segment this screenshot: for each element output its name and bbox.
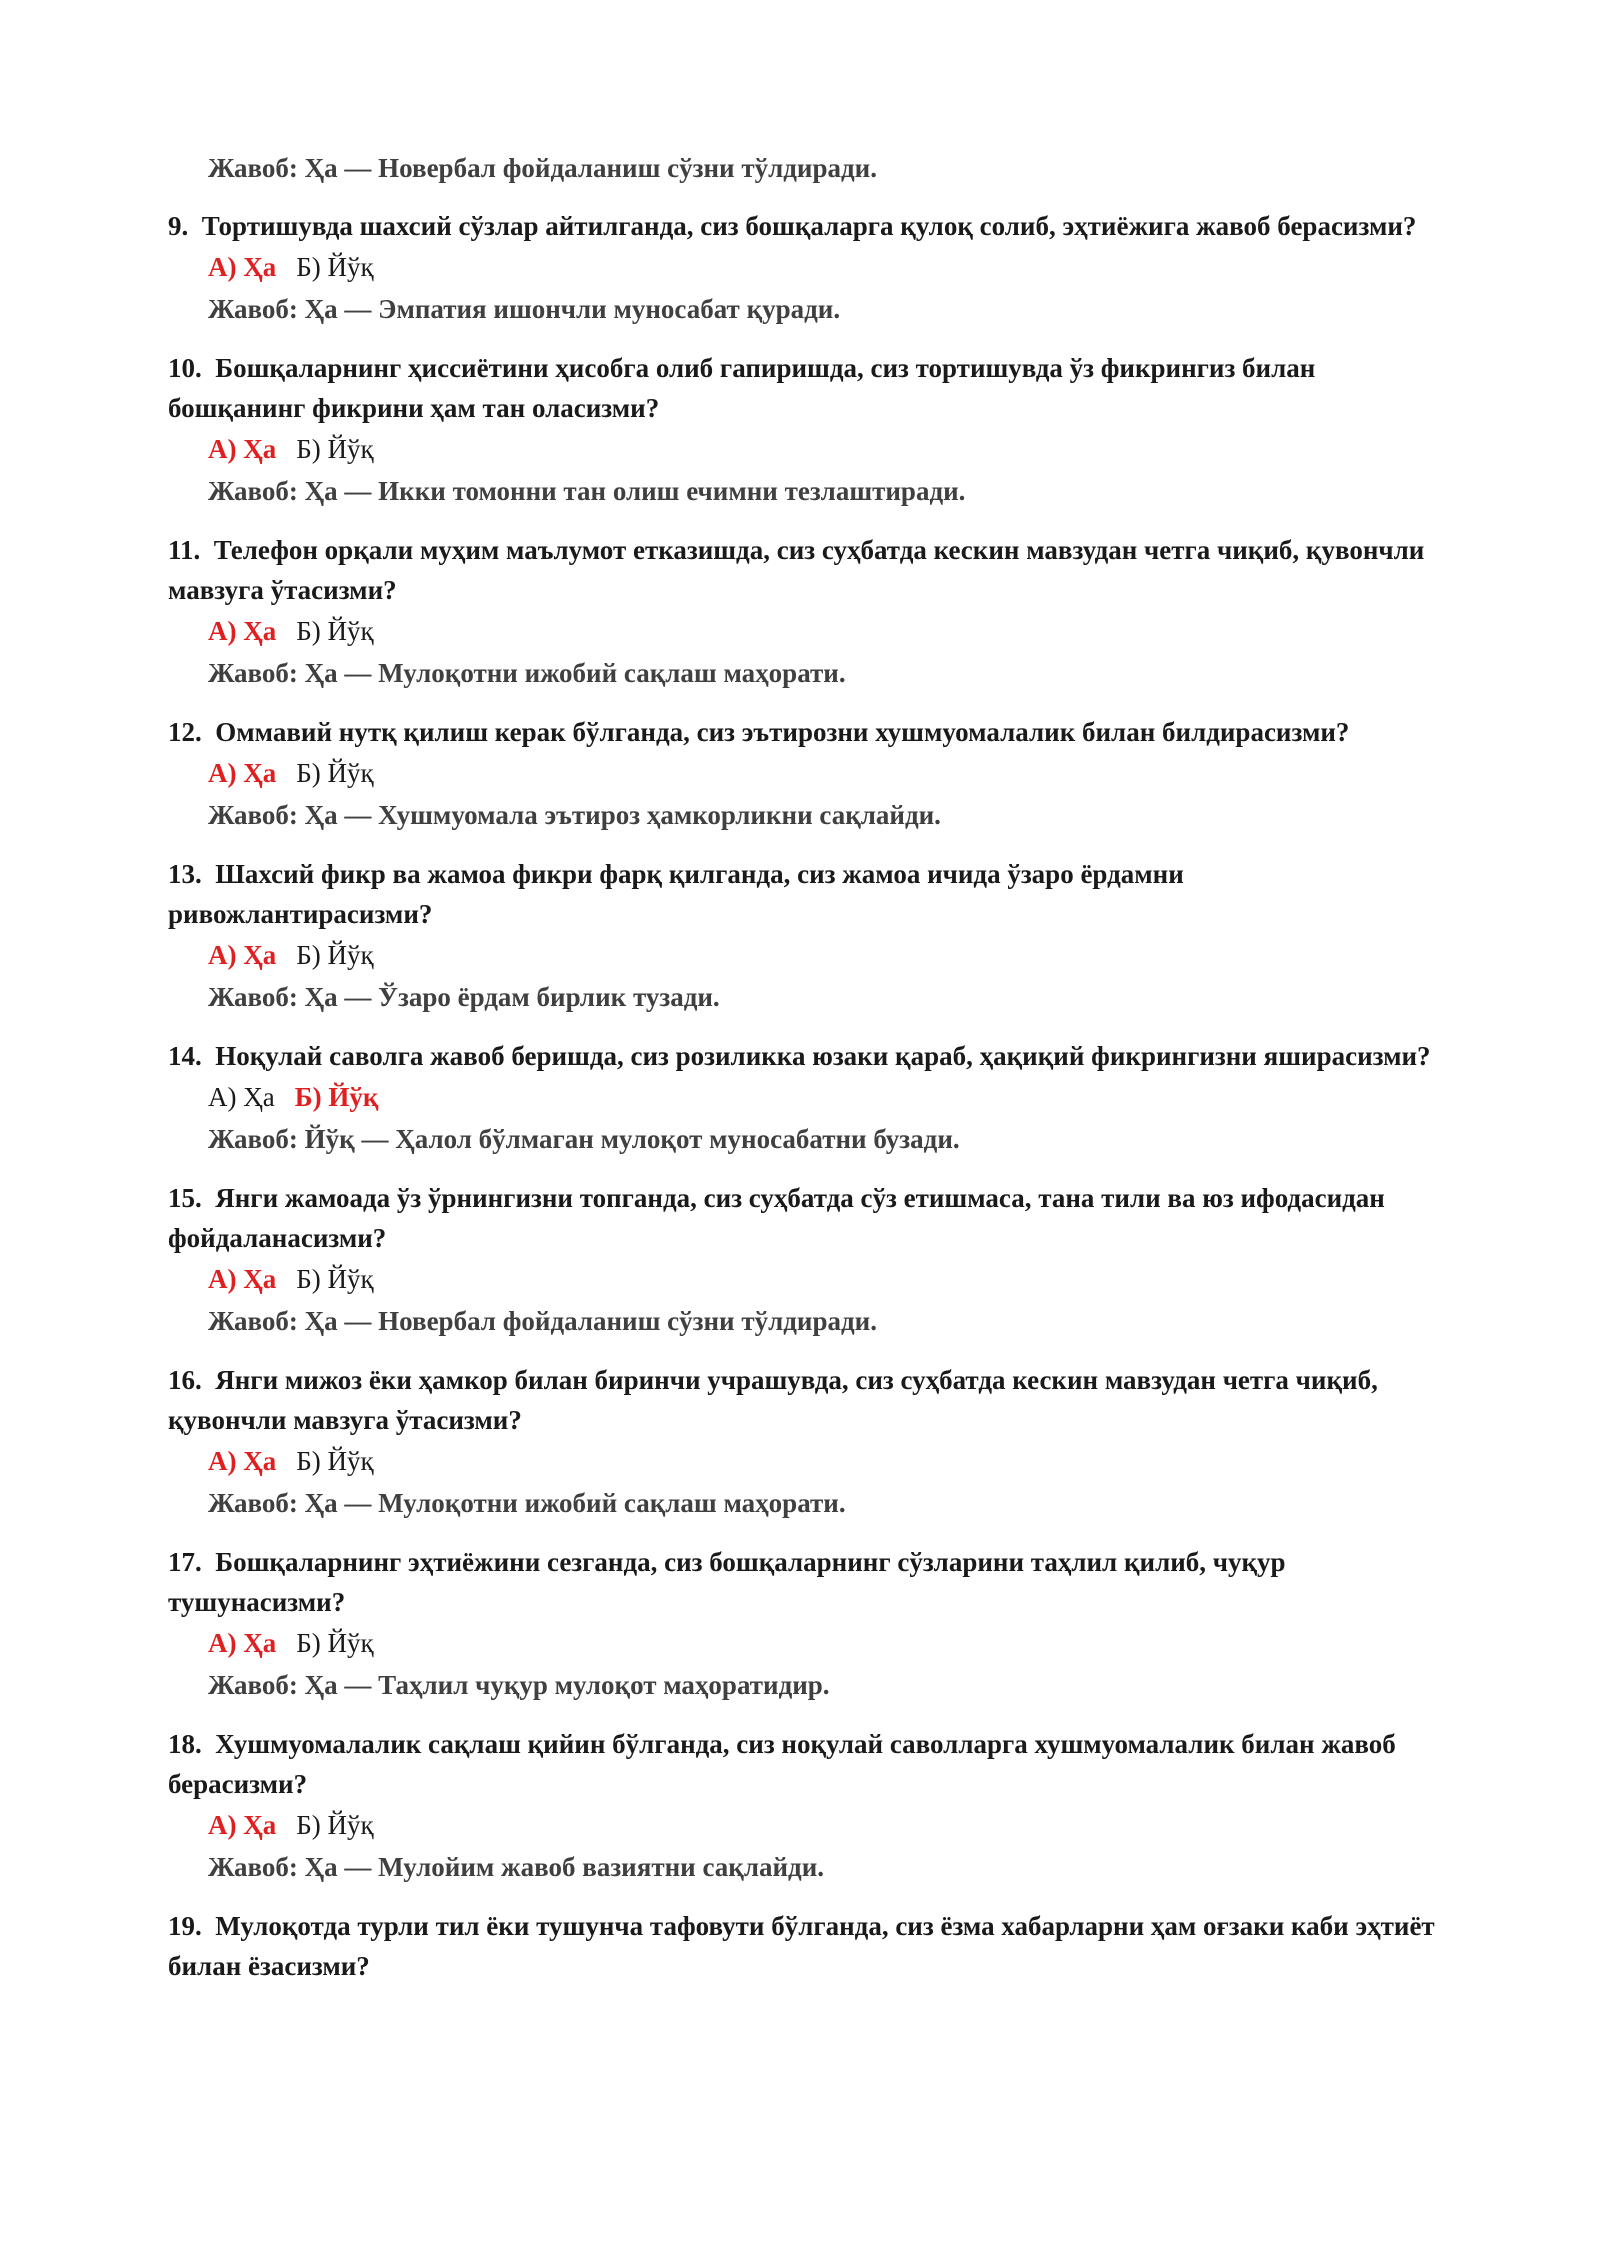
- option-b: Б) Йўқ: [296, 1628, 374, 1658]
- answer-options: [208, 610, 1448, 652]
- question-text: [168, 1036, 1448, 1076]
- option-a: А) Ҳа: [208, 1628, 277, 1658]
- answer-options: [208, 428, 1448, 470]
- answer-line: Жавоб: Ҳа — Новербал фойдаланиш сўзни тўлдиради.: [208, 1306, 877, 1336]
- option-a: А) Ҳа: [208, 1810, 277, 1840]
- question-body: Бошқаларнинг эҳтиёжини сезганда, сиз бошқаларнинг сўзларини таҳлил қилиб, чуқур тушунасизми?: [168, 1547, 1286, 1617]
- question-item: [168, 1360, 1448, 1524]
- question-item: [168, 1724, 1448, 1888]
- answer-options: [208, 246, 1448, 288]
- question-item: [168, 1036, 1448, 1160]
- question-body: Телефон орқали муҳим маълумот етказишда, сиз суҳбатда кескин мавзудан четга чиқиб, қувончли мавзуга ўтасизми?: [168, 535, 1425, 605]
- answer-options: [208, 752, 1448, 794]
- option-a: А) Ҳа: [208, 252, 277, 282]
- answer-line: Жавоб: Ҳа — Эмпатия ишончли муносабат қуради.: [208, 294, 841, 324]
- question-number: 15.: [168, 1183, 202, 1213]
- question-item: [168, 1178, 1448, 1342]
- question-item: [168, 206, 1448, 330]
- option-a: А) Ҳа: [208, 758, 277, 788]
- question-text: [168, 1360, 1448, 1440]
- page-content: [168, 148, 1448, 1986]
- answer-options: [208, 1804, 1448, 1846]
- answer-line: Жавоб: Ҳа — Мулойим жавоб вазиятни сақлайди.: [208, 1852, 825, 1882]
- question-number: 14.: [168, 1041, 202, 1071]
- answer-options: [208, 934, 1448, 976]
- option-a: А) Ҳа: [208, 1264, 277, 1294]
- question-body: Оммавий нутқ қилиш керак бўлганда, сиз эътирозни хушмуомалалик билан билдирасизми?: [215, 717, 1350, 747]
- answer-line: Жавоб: Ҳа — Новербал фойдаланиш сўзни тўлдиради.: [208, 153, 877, 183]
- question-text: [168, 348, 1448, 428]
- question-body: Мулоқотда турли тил ёки тушунча тафовути бўлганда, сиз ёзма хабарларни ҳам оғзаки каби эҳтиёт билан ёзасизми?: [168, 1911, 1435, 1981]
- question-text: [168, 206, 1448, 246]
- question-number: 13.: [168, 859, 202, 889]
- option-a: А) Ҳа: [208, 1446, 277, 1476]
- question-item: [168, 1542, 1448, 1706]
- answer-options: [208, 1258, 1448, 1300]
- question-body: Янги мижоз ёки ҳамкор билан биринчи учрашувда, сиз суҳбатда кескин мавзудан четга чиқиб, қувончли мавзуга ўтасизми?: [168, 1365, 1378, 1435]
- option-b: Б) Йўқ: [296, 616, 374, 646]
- option-a: А) Ҳа: [208, 940, 277, 970]
- answer-options: [208, 1076, 1448, 1118]
- question-number: 12.: [168, 717, 202, 747]
- option-b: Б) Йўқ: [294, 1082, 379, 1112]
- question-number: 17.: [168, 1547, 202, 1577]
- question-body: Янги жамоада ўз ўрнингизни топганда, сиз суҳбатда сўз етишмаса, тана тили ва юз ифодасидан фойдаланасизми?: [168, 1183, 1385, 1253]
- question-body: Хушмуомалалик сақлаш қийин бўлганда, сиз ноқулай саволларга хушмуомалалик билан жавоб берасизми?: [168, 1729, 1396, 1799]
- option-a: А) Ҳа: [208, 1082, 275, 1112]
- question-body: Ноқулай саволга жавоб беришда, сиз розиликка юзаки қараб, ҳақиқий фикрингизни яширасизми?: [215, 1041, 1431, 1071]
- option-b: Б) Йўқ: [296, 940, 374, 970]
- option-b: Б) Йўқ: [296, 434, 374, 464]
- answer-line: Жавоб: Ҳа — Хушмуомала эътироз ҳамкорликни сақлайди.: [208, 800, 941, 830]
- question-text: [168, 712, 1448, 752]
- answer-line: Жавоб: Ҳа — Таҳлил чуқур мулоқот маҳоратидир.: [208, 1670, 830, 1700]
- question-text: [168, 1542, 1448, 1622]
- option-b: Б) Йўқ: [296, 1264, 374, 1294]
- question-body: Бошқаларнинг ҳиссиётини ҳисобга олиб гапиришда, сиз тортишувда ўз фикрингиз билан бошқанинг фикрини ҳам тан оласизми?: [168, 353, 1316, 423]
- answer-line: Жавоб: Ҳа — Ўзаро ёрдам бирлик тузади.: [208, 982, 720, 1012]
- option-b: Б) Йўқ: [296, 1810, 374, 1840]
- answer-line: Жавоб: Ҳа — Мулоқотни ижобий сақлаш маҳорати.: [208, 1488, 846, 1518]
- question-list: [168, 206, 1448, 1986]
- answer-line: Жавоб: Ҳа — Икки томонни тан олиш ечимни тезлаштиради.: [208, 476, 966, 506]
- question-number: 16.: [168, 1365, 202, 1395]
- answer-line: Жавоб: Йўқ — Ҳалол бўлмаган мулоқот муносабатни бузади.: [208, 1124, 960, 1154]
- question-item: [168, 530, 1448, 694]
- question-text: [168, 854, 1448, 934]
- question-number: 18.: [168, 1729, 202, 1759]
- question-item: [168, 348, 1448, 512]
- option-b: Б) Йўқ: [296, 252, 374, 282]
- question-number: 10.: [168, 353, 202, 383]
- option-b: Б) Йўқ: [296, 1446, 374, 1476]
- question-item: [168, 854, 1448, 1018]
- option-b: Б) Йўқ: [296, 758, 374, 788]
- question-item: [168, 712, 1448, 836]
- question-number: 19.: [168, 1911, 202, 1941]
- question-body: Шахсий фикр ва жамоа фикри фарқ қилганда, сиз жамоа ичида ўзаро ёрдамни ривожлантирасизми?: [168, 859, 1184, 929]
- question-number: 11.: [168, 535, 201, 565]
- answer-line: Жавоб: Ҳа — Мулоқотни ижобий сақлаш маҳорати.: [208, 658, 846, 688]
- question-body: Тортишувда шахсий сўзлар айтилганда, сиз бошқаларга қулоқ солиб, эҳтиёжига жавоб берасизми?: [201, 211, 1417, 241]
- question-text: [168, 1906, 1448, 1986]
- answer-options: [208, 1440, 1448, 1482]
- question-text: [168, 1178, 1448, 1258]
- question-item: [168, 1906, 1448, 1986]
- option-a: А) Ҳа: [208, 434, 277, 464]
- option-a: А) Ҳа: [208, 616, 277, 646]
- question-number: 9.: [168, 211, 189, 241]
- question-text: [168, 530, 1448, 610]
- answer-options: [208, 1622, 1448, 1664]
- question-text: [168, 1724, 1448, 1804]
